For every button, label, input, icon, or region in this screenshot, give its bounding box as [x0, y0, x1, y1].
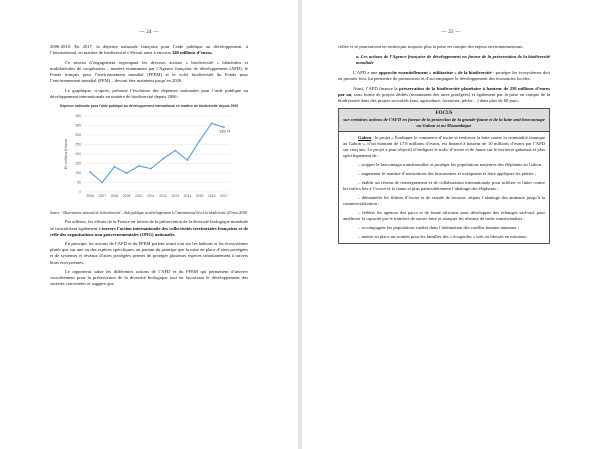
- y-axis-label: En millions d’euros: [64, 138, 68, 169]
- data-point: [101, 181, 103, 183]
- paragraph: Ce niveau d’engagement regroupant les diverses actions « biodiversité » bilatérales et multilatérales de coopération – menées notamment par l’Agence française de développement (AFD), le Fonds français pour l’environnement mondial (FFEM) et le volet biodiversité du Fonds pour l’environnement mondial (FEM) – devrait être maintenu jusqu’en 2020.: [50, 59, 248, 84]
- paragraph: Le rapporteur salue les différentes actions de l’AFD et du FFEM qui permettent d’œuvrer concrètement pour la préservation de la diversité biologique tout en favorisant le développement des sociétés concernées et suggère que: [50, 269, 248, 287]
- y-tick-label: 0: [79, 189, 81, 194]
- data-point: [199, 140, 201, 142]
- data-point: [89, 171, 91, 173]
- focus-list-item: – démanteler les filières d’ivoire et de viande de brousse, depuis l’abattage des animaux jusqu’à la commercialisation ;: [343, 194, 545, 207]
- x-tick-label: 2007: [98, 193, 107, 198]
- right-page: [302, 0, 600, 449]
- gabon-paragraph: Gabon : le projet « Éradiquer le commerce d’ivoire et renforcer la lutte contre la criminalité faunique au Gabon », d’un montant de 17,8 millions d’euros, est financé à hauteur de 10 millions d’euros par l’AFD sur cinq ans. Le projet a pour objectif d’endiguer le trafic d’ivoire et de faune sur le territoire gabonais et plus spécifiquement de :: [343, 135, 545, 159]
- x-tick-label: 2011: [147, 193, 155, 198]
- paragraph: Le graphique, ci-après, présente l’évolution des dépenses nationales pour l’aide publique au développement internationale en matière de biodiversité depuis 2006 :: [50, 87, 248, 99]
- x-tick-label: 2016: [207, 193, 216, 198]
- paragraph-funding: Ainsi, l’AFD finance la préservation de la biodiversité planétaire à hauteur de 250 millions d’euros par an, sous forme de projets dédiés (notamment des aires protégées) et également par la prise en compte de la biodiversité dans des projets sectoriels (eau, agriculture, foresterie, pêche…) dans plus de 60 pays.: [338, 85, 551, 103]
- x-tick-label: 2010: [134, 193, 143, 198]
- y-tick-label: 250: [75, 142, 81, 147]
- focus-list-item: – augmenter le nombre d’arrestations des braconniers et trafiquants et faire appliquer les peines ;: [358, 171, 536, 177]
- data-point: [162, 158, 164, 160]
- section-heading: a. Les actions de l’Agence française de développement en faveur de la préservation de la biodiversité mondiale: [356, 53, 550, 65]
- page-number: — 25 —: [441, 30, 461, 35]
- focus-list: [343, 162, 545, 240]
- focus-body: [339, 132, 549, 240]
- chart-title: Dépense nationale pour l’aide publique au développement international en matière de biodiversité depuis 2006: [59, 103, 239, 108]
- x-tick-label: 2012: [159, 193, 167, 198]
- left-paragraphs-top: [50, 44, 248, 100]
- line-chart: [58, 108, 240, 206]
- data-point: [126, 172, 128, 174]
- focus-list-item: – établir un réseau de renseignement et de collaboration internationale pour infiltrer et lutter contre les trafics liés à l’ivoire et la faune et plus particulièrement l’abattage des éléphants ;: [343, 179, 545, 192]
- chart-container: [58, 104, 240, 208]
- y-tick-label: 350: [75, 123, 81, 128]
- x-tick-label: 2015: [195, 193, 204, 198]
- y-tick-label: 100: [75, 170, 81, 175]
- page-number: — 24 —: [139, 30, 159, 35]
- data-point: [223, 126, 225, 128]
- paragraph: 2006-2010. En 2017, la dépense nationale française pour l’aide publique au développement, à l’international, en matière de biodiversité s’élevait ainsi à environ 340 millions d’euros.: [50, 44, 248, 56]
- y-tick-label: 150: [75, 161, 81, 166]
- x-tick-label: 2017: [220, 193, 228, 198]
- left-paragraphs-bottom: [50, 219, 248, 287]
- paragraph-approach: L’AFD a une approche essentiellement « utilitariste » de la biodiversité : protéger les écosystèmes doit en premier lieu, lui permettre de promouvoir et d’accompagner le développement des économies locales.: [338, 69, 550, 81]
- focus-list-item: – fédérer les agences des parcs et de faune africaine pour développer des échanges sud-sud, pour améliorer la capacité par le transfert de savoir-faire et attaquer les réseaux de trafic transfrontalier ;: [343, 209, 545, 222]
- y-tick-label: 400: [75, 113, 81, 118]
- data-point: [138, 165, 140, 167]
- data-point: [150, 167, 152, 169]
- paragraph: Par ailleurs, les efforts de la France en faveur de la préservation de la diversité biologique mondiale se concrétisent également à travers l’action internationale des collectivités territoriales françaises et de celle des organisations non gouvernementales (ONG) nationales.: [50, 219, 249, 237]
- chart-source-note: Source : Observatoire national de la biodiversité – Aide publique au développement à l’international liée à la biodiversité (25 mai 2018): [50, 210, 248, 215]
- x-tick-label: 2014: [183, 193, 192, 198]
- series-line: [90, 123, 224, 182]
- focus-title: FOCUS: [435, 110, 453, 116]
- x-tick-label: 2008: [110, 193, 119, 198]
- intro-paragraph: celles-ci se poursuivent en renforçant toujours plus la prise en compte des enjeux environnementaux.: [338, 44, 524, 49]
- focus-list-item: – accompagner les populations rurales dans l’atténuation des conflits homme animaux ;: [358, 224, 519, 230]
- focus-box: [338, 108, 550, 244]
- left-column: [50, 44, 248, 291]
- focus-header: [339, 109, 549, 132]
- data-point: [114, 166, 116, 168]
- left-page: [0, 0, 298, 449]
- data-label: 339,74: [219, 129, 231, 134]
- y-tick-label: 200: [75, 151, 81, 156]
- paragraph: En principe, les actions de l’AFD et du FFEM portent avant tout sur les habitats et les écosystèmes plutôt que sur une ou des espèces spécifiques, en partant du principe que la mise en place d’aires protégées et de systèmes et réseaux d’aires protégées permet de protéger plusieurs espèces simultanément à travers leurs écosystèmes.: [50, 241, 248, 265]
- data-point: [174, 149, 176, 151]
- x-tick-label: 2009: [122, 193, 131, 198]
- x-tick-label: 2013: [171, 193, 180, 198]
- focus-list-item: – stopper le braconnage transfrontalier et protéger les populations majeures des éléphants au Gabon ;: [358, 162, 544, 168]
- y-tick-label: 50: [77, 180, 81, 185]
- data-point: [211, 122, 213, 124]
- x-tick-label: 2006: [86, 193, 94, 198]
- right-column: [338, 44, 550, 244]
- focus-subtitle: sur certaines actions de l’AFD en faveur de la protection de la grande-faune et de la lutte anti-braconnage au Gabon et au Mozambique: [343, 117, 545, 129]
- y-tick-label: 300: [75, 132, 81, 137]
- focus-list-item: – mettre en place un soutien pour les familles des « écogardes » tués ou blessés en missions.: [358, 233, 528, 239]
- data-point: [187, 159, 189, 161]
